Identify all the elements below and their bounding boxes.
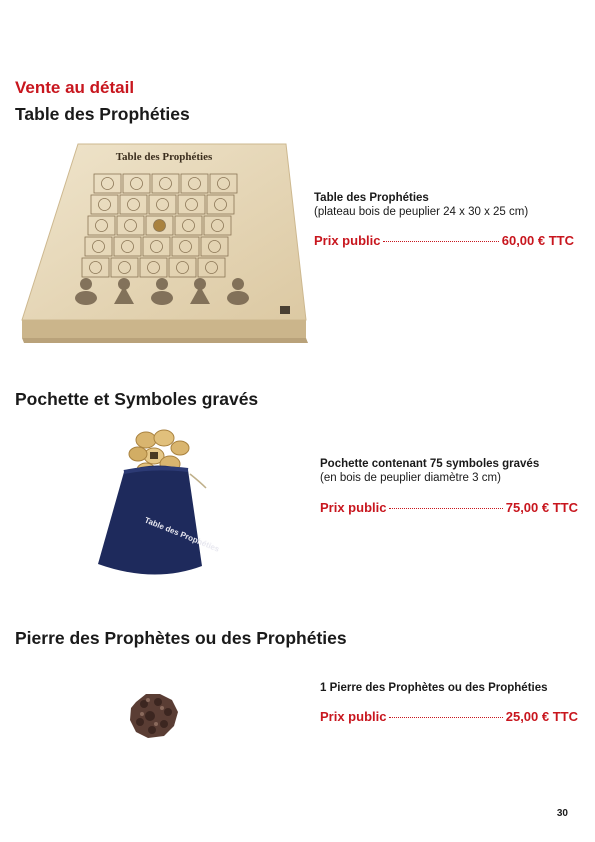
- product-desc-pouch: (en bois de peuplier diamètre 3 cm): [320, 472, 501, 484]
- section-title-stone: Pierre des Prophètes ou des Prophéties: [15, 628, 347, 648]
- price-row-pouch: [320, 500, 578, 515]
- page-number: 30: [556, 808, 568, 819]
- product-name-stone: 1 Pierre des Prophètes ou des Prophéties: [320, 682, 548, 694]
- price-label: Prix public: [314, 233, 381, 248]
- stone-image: [126, 690, 180, 740]
- price-dots: [389, 508, 502, 509]
- product-name-table: Table des Prophéties: [314, 192, 429, 204]
- price-row-stone: [320, 709, 578, 724]
- section-title-table: Table des Prophéties: [15, 104, 190, 124]
- price-value: 25,00 € TTC: [505, 709, 578, 724]
- product-desc-table: (plateau bois de peuplier 24 x 30 x 25 cm): [314, 206, 529, 218]
- table-board-image: [18, 140, 310, 345]
- price-row-table: [314, 233, 574, 248]
- pouch-image: [94, 426, 221, 586]
- pouch-print: Table des Prophéties: [143, 515, 221, 554]
- section-title-pouch: Pochette et Symboles gravés: [15, 389, 259, 409]
- board-cell-circle: [154, 220, 166, 232]
- price-dots: [383, 241, 498, 242]
- price-label: Prix public: [320, 500, 387, 515]
- price-value: 75,00 € TTC: [505, 500, 578, 515]
- price-value: 60,00 € TTC: [501, 233, 574, 248]
- product-name-pouch: Pochette contenant 75 symboles gravés: [320, 458, 540, 470]
- price-dots: [389, 717, 502, 718]
- board-title: Table des Prophéties: [115, 151, 213, 163]
- section-kicker: Vente au détail: [15, 78, 135, 97]
- price-label: Prix public: [320, 709, 387, 724]
